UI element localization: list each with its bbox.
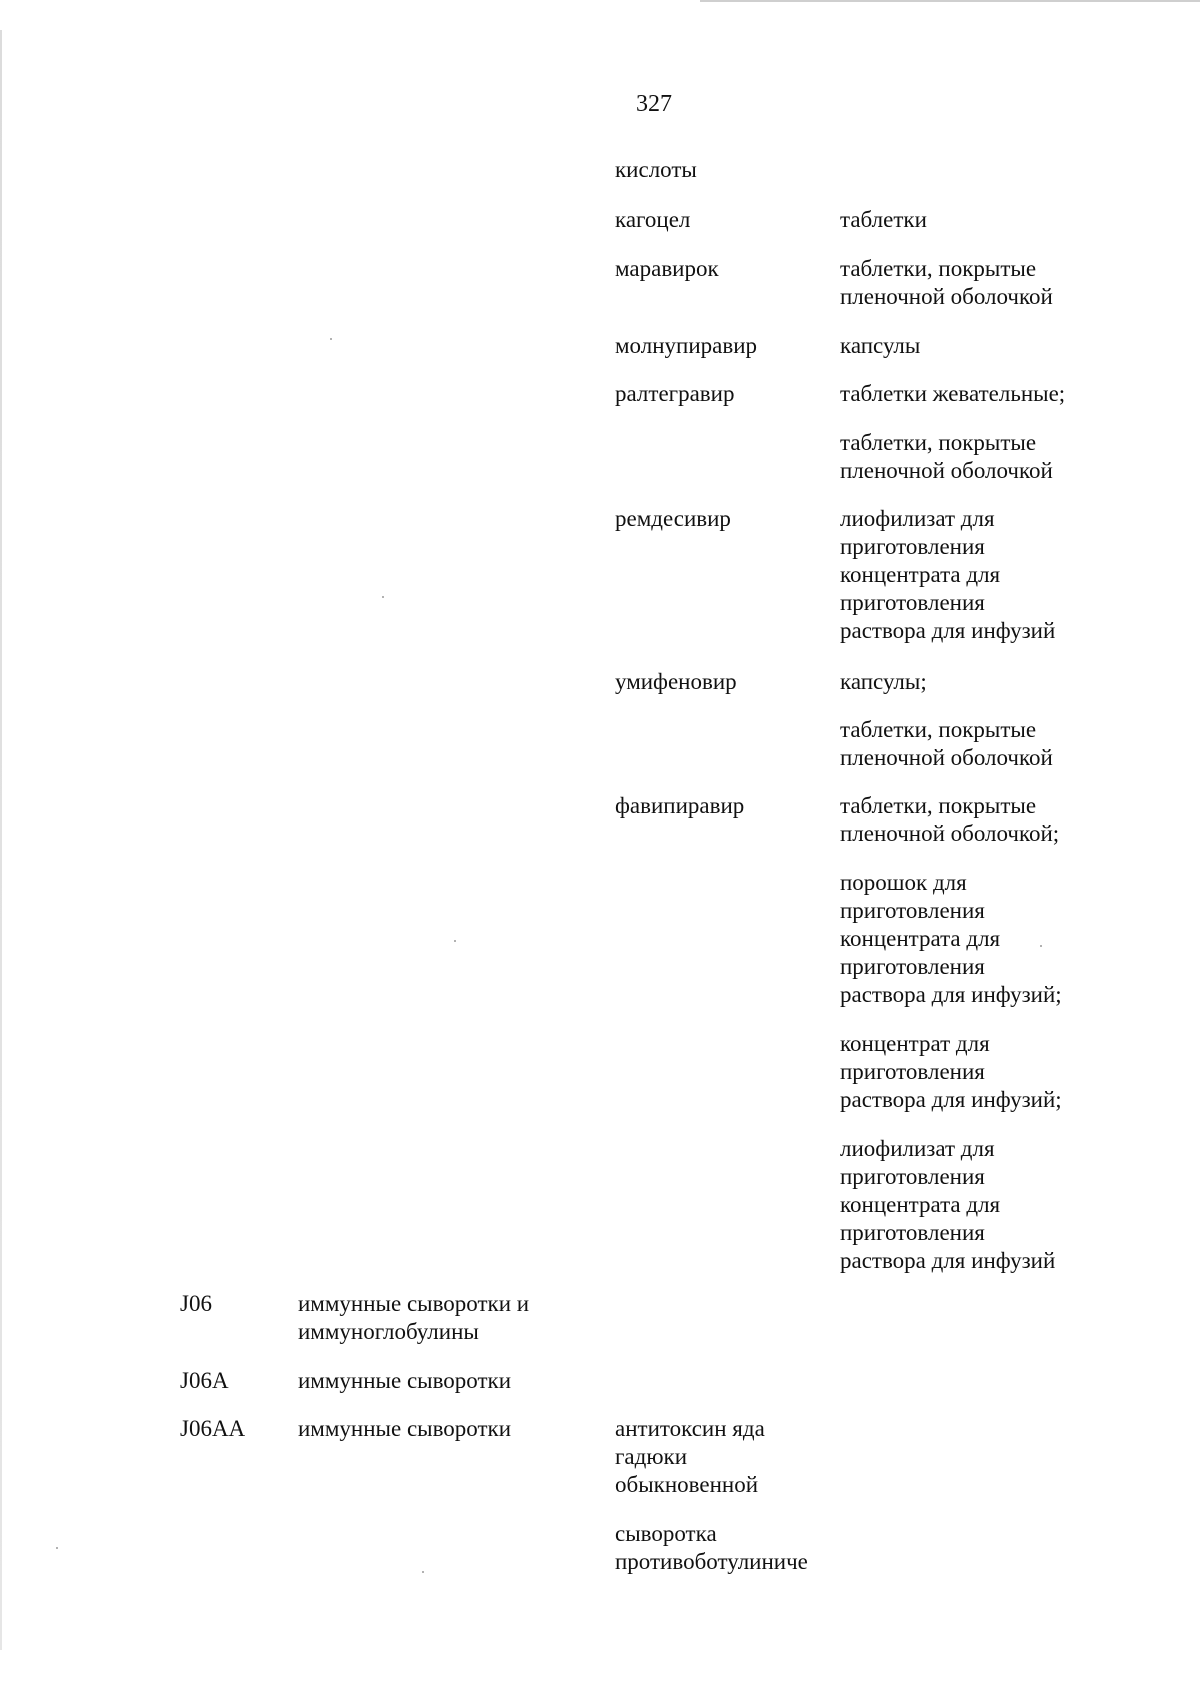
dosage-form: таблетки, покрытые пленочной оболочкой xyxy=(840,717,1053,770)
dosage-form: таблетки xyxy=(840,207,927,232)
atc-group-name: иммунные сыворотки и иммуноглобулины xyxy=(298,1291,530,1344)
dosage-form: капсулы; xyxy=(840,669,927,694)
drug-name: антитоксин яда гадюки обыкновенной xyxy=(615,1416,765,1497)
dosage-form: порошок для приготовления концентрата для приготовления раствора для инфузий; xyxy=(840,870,1062,1007)
atc-code: J06 xyxy=(180,1291,212,1316)
dosage-form: таблетки, покрытые пленочной оболочкой xyxy=(840,430,1053,483)
drug-name: умифеновир xyxy=(615,669,737,694)
scan-speck xyxy=(454,940,456,942)
scan-left-edge xyxy=(0,30,2,1650)
drug-name: молнупиравир xyxy=(615,333,758,358)
dosage-form: таблетки жевательные; xyxy=(840,381,1066,406)
scan-top-edge xyxy=(700,0,1200,2)
atc-group-name: иммунные сыворотки xyxy=(298,1368,512,1393)
dosage-form: концентрат для приготовления раствора для инфузий; xyxy=(840,1031,1062,1112)
atc-code: J06A xyxy=(180,1368,229,1393)
dosage-form: таблетки, покрытые пленочной оболочкой; xyxy=(840,793,1060,846)
drug-name: ралтегравир xyxy=(615,381,735,406)
scan-speck xyxy=(382,596,384,598)
scan-speck xyxy=(330,338,332,340)
atc-group-name: иммунные сыворотки xyxy=(298,1416,512,1441)
atc-code: J06AA xyxy=(180,1416,246,1441)
drug-name: кагоцел xyxy=(615,207,691,232)
drug-name: кислоты xyxy=(615,157,697,182)
dosage-form: капсулы xyxy=(840,333,921,358)
page-number: 327 xyxy=(636,91,672,117)
dosage-form: лиофилизат для приготовления концентрата для приготовления раствора для инфузий xyxy=(840,506,1056,643)
drug-name: ремдесивир xyxy=(615,506,731,531)
dosage-form: лиофилизат для приготовления концентрата для приготовления раствора для инфузий xyxy=(840,1136,1056,1273)
scan-speck xyxy=(56,1547,58,1549)
drug-name: маравирок xyxy=(615,256,719,281)
drug-name: фавипиравир xyxy=(615,793,745,818)
dosage-form: таблетки, покрытые пленочной оболочкой xyxy=(840,256,1053,309)
scan-speck xyxy=(422,1571,424,1573)
drug-name: сыворотка противоботулиниче xyxy=(615,1521,808,1574)
